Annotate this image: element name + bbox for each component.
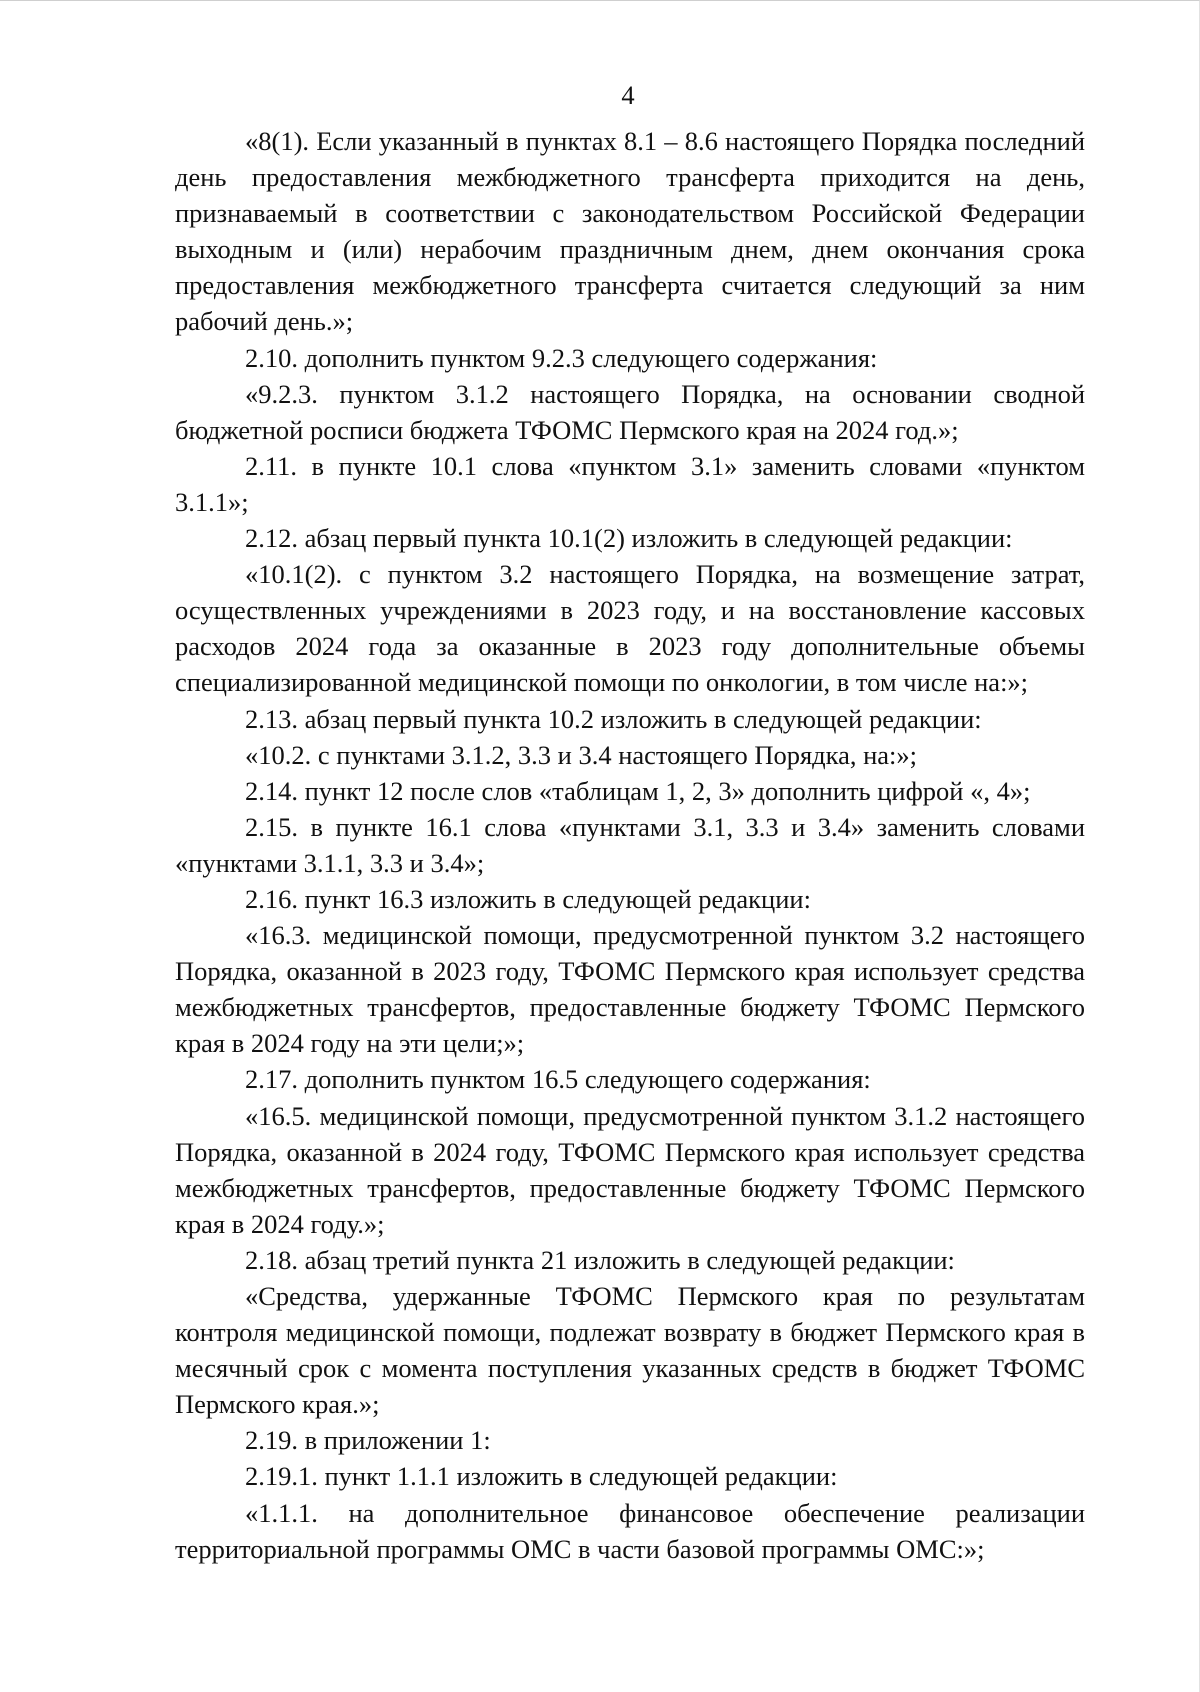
document-body xyxy=(175,123,1085,1567)
paragraph-2-19-1: 2.19.1. пункт 1.1.1 изложить в следующей редакции: xyxy=(245,1461,838,1492)
paragraph-2-11: 2.11. в пункте 10.1 слова «пунктом 3.1» заменить словами «пунктом 3.1.1»; xyxy=(175,450,1085,517)
page-number: 4 xyxy=(621,80,635,110)
paragraph-2-15: 2.15. в пункте 16.1 слова «пунктами 3.1, 3.3 и 3.4» заменить словами «пунктами 3.1.1, 3.3 и 3.4»; xyxy=(175,811,1085,878)
paragraph-16-3: «16.3. медицинской помощи, предусмотренной пунктом 3.2 настоящего Порядка, оказанной в 2023 году, ТФОМС Пермского края использует средства межбюджетных трансфертов, предоставленные бюджету ТФОМС Пермского края в 2024 году на эти цели;»; xyxy=(175,920,1085,1059)
paragraph-21-quote: «Средства, удержанные ТФОМС Пермского края по результатам контроля медицинской помощи, подлежат возврату в бюджет Пермского края в месячный срок с момента поступления указанных средств в бюджет ТФОМС Пермского края.»; xyxy=(175,1281,1085,1420)
paragraph-2-12: 2.12. абзац первый пункта 10.1(2) изложить в следующей редакции: xyxy=(245,523,1013,554)
paragraph-16-5: «16.5. медицинской помощи, предусмотренной пунктом 3.1.2 настоящего Порядка, оказанной в 2024 году, ТФОМС Пермского края использует средства межбюджетных трансфертов, предоставленные бюджету ТФОМС Пермского края в 2024 году.»; xyxy=(175,1100,1085,1239)
paragraph-2-10: 2.10. дополнить пунктом 9.2.3 следующего содержания: xyxy=(245,342,878,373)
paragraph-2-18: 2.18. абзац третий пункта 21 изложить в следующей редакции: xyxy=(245,1244,955,1275)
paragraph-8-1: «8(1). Если указанный в пунктах 8.1 – 8.6 настоящего Порядка последний день предоставления межбюджетного трансферта приходится на день, признаваемый в соответствии с законодательством Российской Федерации выходным и (или) нерабочим праздничным днем, днем окончания срока предоставления межбюджетного трансферта считается следующий за ним рабочий день.»; xyxy=(175,126,1085,337)
paragraph-2-13: 2.13. абзац первый пункта 10.2 изложить в следующей редакции: xyxy=(245,703,982,734)
paragraph-2-16: 2.16. пункт 16.3 изложить в следующей редакции: xyxy=(245,883,811,914)
paragraph-10-2: «10.2. с пунктами 3.1.2, 3.3 и 3.4 настоящего Порядка, на:»; xyxy=(245,739,918,770)
paragraph-9-2-3: «9.2.3. пунктом 3.1.2 настоящего Порядка, на основании сводной бюджетной росписи бюджета ТФОМС Пермского края на 2024 год.»; xyxy=(175,378,1085,445)
paragraph-1-1-1: «1.1.1. на дополнительное финансовое обеспечение реализации территориальной программы ОМС в части базовой программы ОМС:»; xyxy=(175,1497,1085,1564)
paragraph-10-1-2: «10.1(2). с пунктом 3.2 настоящего Порядка, на возмещение затрат, осуществленных учреждениями в 2023 году, и на восстановление кассовых расходов 2024 года за оказанные в 2023 году дополнительные объемы специализированной медицинской помощи по онкологии, в том числе на:»; xyxy=(175,559,1085,698)
paragraph-2-19: 2.19. в приложении 1: xyxy=(245,1425,491,1456)
paragraph-2-14: 2.14. пункт 12 после слов «таблицам 1, 2, 3» дополнить цифрой «, 4»; xyxy=(245,775,1031,806)
paragraph-2-17: 2.17. дополнить пунктом 16.5 следующего содержания: xyxy=(245,1064,871,1095)
